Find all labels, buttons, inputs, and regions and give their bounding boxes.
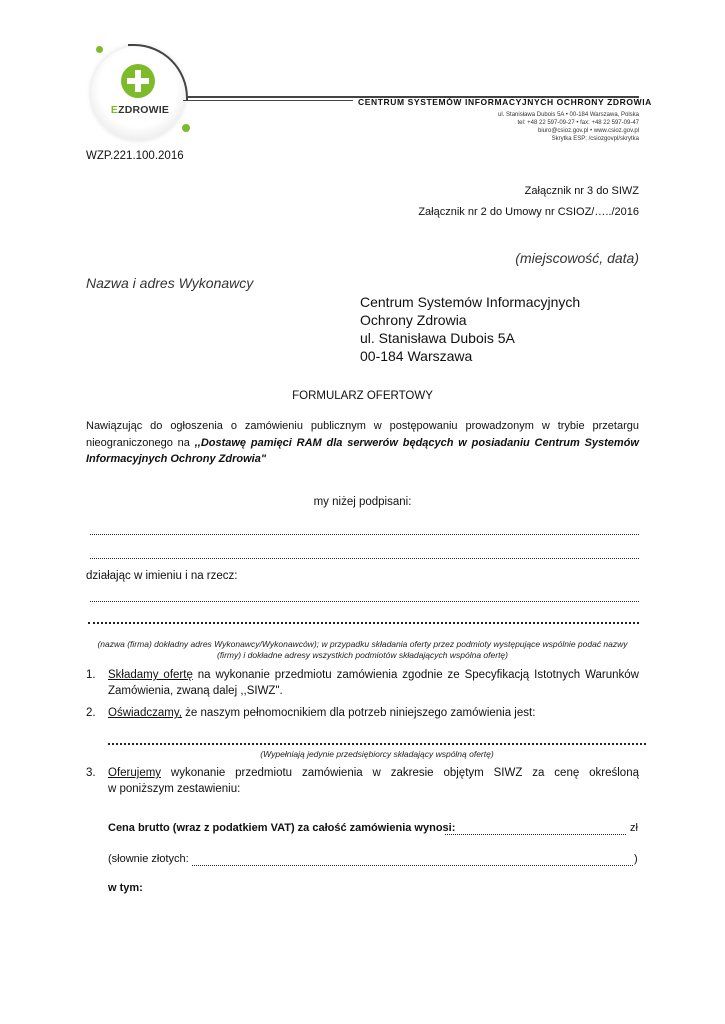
header-rule-secondary	[183, 100, 353, 101]
item-2-line: Oświadczamy, że naszym pełnomocnikiem dla potrzeb niniejszego zamówienia jest:	[108, 707, 536, 719]
annex-contract: Załącznik nr 2 do Umowy nr CSIOZ/…../2016	[418, 206, 639, 218]
tender-subject: ,,Dostawę pamięci RAM dla serwerów będących w posiadaniu Centrum Systemów	[194, 437, 639, 449]
proxy-note: (Wypełniają jedynie przedsiębiorcy składający wspólną ofertę)	[260, 749, 494, 759]
recipient-line: ul. Stanisława Dubois 5A	[360, 330, 515, 346]
signatory-field-1[interactable]	[90, 534, 639, 535]
words-label: (słownie złotych:	[108, 853, 189, 865]
principal-note-2: (firmy) i dokładne adresy wszystkich podmiotów składających wspólna ofertę)	[216, 650, 508, 660]
including-label: w tym:	[108, 882, 143, 894]
annex-siwz: Załącznik nr 3 do SIWZ	[524, 185, 639, 197]
recipient-line: 00-184 Warszawa	[360, 348, 473, 364]
proxy-field[interactable]	[108, 743, 646, 745]
tender-subject-cont: Informacyjnych Ochrony Zdrowia"	[86, 453, 267, 465]
place-date-placeholder: (miejscowość, data)	[515, 250, 639, 266]
item-3-lead: Oferujemy	[108, 767, 162, 779]
contact-email: biuro@csioz.gov.pl • www.csioz.gov.pl	[537, 128, 639, 134]
words-close: )	[634, 853, 638, 865]
logo-text: EZDROWIE	[110, 104, 170, 116]
contact-phone: tel: +48 22 597-09-27 • fax: +48 22 597-09-47	[517, 120, 639, 126]
acting-label: działając w imieniu i na rzecz:	[86, 570, 238, 582]
contact-esp: Skrytka ESP: /csiozgovpl/skrytka	[551, 136, 639, 142]
price-unit: zł	[630, 822, 638, 834]
item-number: 2.	[86, 707, 96, 719]
recipient-line: Centrum Systemów Informacyjnych	[360, 294, 581, 310]
item-3-line-1: Oferujemy wykonanie przedmiotu zamówienia w zakresie objętym SIWZ za cenę określoną	[108, 767, 639, 779]
contractor-label: Nazwa i adres Wykonawcy	[86, 275, 254, 291]
organization-contact	[498, 111, 639, 143]
contact-address: ul. Stanisława Dubois 5A • 00-184 Warszawa, Polska	[498, 112, 639, 118]
principal-note-1: (nazwa (firma) dokładny adres Wykonawcy/Wykonawców); w przypadku składania oferty przez podmioty występujące wspólnie podać nazwy	[97, 639, 628, 649]
price-in-words-field[interactable]	[192, 865, 633, 866]
intro-line-2: nieograniczonego na ,,Dostawę pamięci RAM dla serwerów będących w posiadaniu Centrum Systemów	[86, 437, 639, 449]
signatory-field-2[interactable]	[90, 558, 639, 559]
intro-line-1: Nawiązując do ogłoszenia o zamówieniu publicznym w postępowaniu prowadzonym w trybie przetargu	[86, 420, 639, 432]
item-number: 3.	[86, 767, 96, 779]
green-dot-decoration	[182, 124, 190, 132]
undersigned-label: my niżej podpisani:	[313, 496, 412, 508]
principal-field-2[interactable]	[88, 622, 639, 624]
document-reference: WZP.221.100.2016	[86, 150, 184, 162]
item-1-line-2: Zamówienia, zwaną dalej ,,SIWZ".	[108, 685, 283, 697]
item-3-line-2: w poniższym zestawieniu:	[108, 783, 241, 795]
item-1-line-1: Składamy ofertę na wykonanie przedmiotu zamówienia zgodnie ze Specyfikacją Istotnych Warunków	[108, 669, 639, 681]
recipient-line: Ochrony Zdrowia	[360, 312, 467, 328]
form-title: FORMULARZ OFERTOWY	[292, 390, 433, 402]
item-2-lead: Oświadczamy,	[108, 707, 182, 719]
item-1-lead: Składamy ofertę	[108, 669, 193, 681]
item-number: 1.	[86, 669, 96, 681]
principal-field-1[interactable]	[90, 601, 639, 602]
price-field[interactable]	[445, 834, 626, 835]
price-label: Cena brutto (wraz z podatkiem VAT) za całość zamówienia wynosi:	[108, 822, 456, 834]
organization-name: CENTRUM SYSTEMÓW INFORMACYJNYCH OCHRONY ZDROWIA	[358, 97, 652, 107]
recipient-address	[360, 293, 580, 365]
green-dot-decoration	[96, 46, 103, 53]
